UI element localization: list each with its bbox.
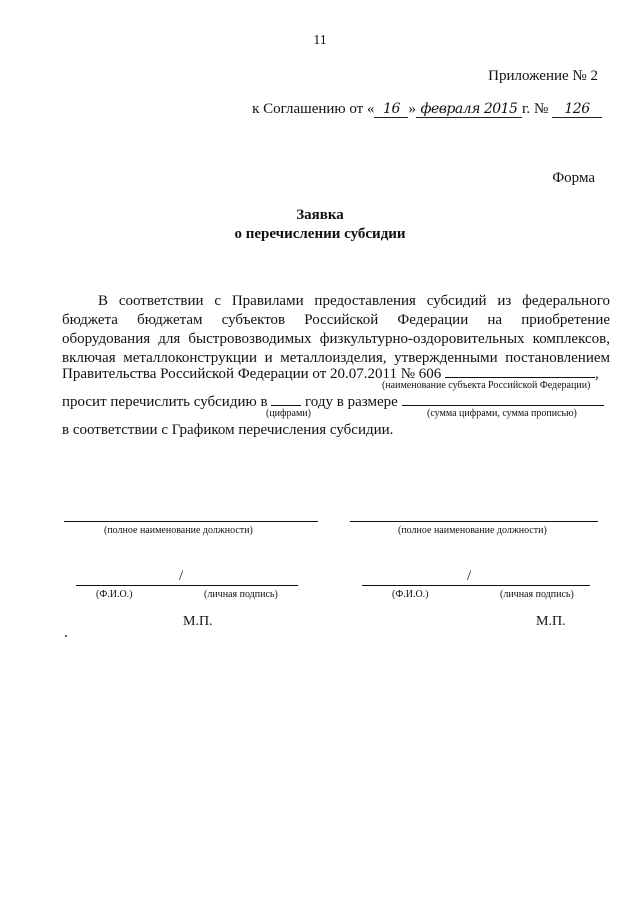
left-position-line (64, 521, 318, 522)
right-slash: / (467, 568, 472, 584)
right-position-line (350, 521, 598, 522)
appendix-label: Приложение № 2 (488, 68, 598, 84)
title-line-1: Заявка (296, 207, 344, 223)
quote-open: « (366, 101, 375, 117)
document-title (0, 206, 640, 244)
body-line-5-comma: , (595, 366, 599, 382)
body-line-5-text: Правительства Российской Федерации от 20.07.2011 № 606 (62, 366, 442, 382)
agreement-day: 16 (374, 102, 408, 118)
body-line-6-part2: году в размере (305, 394, 398, 410)
agreement-line (252, 101, 602, 118)
year-suffix: г. (521, 101, 531, 117)
agreement-month-year: февраля 2015 (416, 102, 522, 118)
caption-subject: (наименование субъекта Российской Федерации) (382, 380, 591, 391)
caption-sum: (сумма цифрами, сумма прописью) (427, 408, 577, 419)
body-line-4: включая металлоконструкции и металлоизделия, утвержденными постановлением (62, 350, 610, 366)
body-line-3: оборудования для быстровозводимых физкультурно-оздоровительных комплексов, (62, 331, 610, 347)
right-signature-caption: (личная подпись) (500, 589, 574, 600)
right-position-caption: (полное наименование должности) (398, 525, 547, 536)
left-fio-signature-line (76, 585, 298, 586)
page-number: 11 (313, 33, 327, 48)
subject-blank (445, 364, 595, 378)
left-fio-caption: (Ф.И.О.) (96, 589, 133, 600)
right-stamp-label: М.П. (536, 614, 566, 629)
number-label: № (533, 101, 549, 117)
agreement-number: 126 (552, 102, 602, 118)
title-line-2: о перечислении субсидии (234, 226, 406, 242)
agreement-prefix: к Соглашению от (252, 101, 364, 117)
scan-speck (65, 635, 67, 637)
form-label: Форма (552, 170, 595, 186)
year-blank (271, 392, 301, 406)
left-position-caption: (полное наименование должности) (104, 525, 253, 536)
left-slash: / (179, 568, 184, 584)
amount-blank (402, 392, 604, 406)
right-fio-caption: (Ф.И.О.) (392, 589, 429, 600)
body-line-7: в соответствии с Графиком перечисления субсидии. (62, 422, 394, 438)
left-signature-caption: (личная подпись) (204, 589, 278, 600)
left-stamp-label: М.П. (183, 614, 213, 629)
body-line-1: В соответствии с Правилами предоставления субсидий из федерального (98, 293, 610, 309)
body-line-2: бюджета бюджетам субъектов Российской Федерации на приобретение (62, 312, 610, 328)
caption-digits: (цифрами) (266, 408, 311, 419)
quote-close: » (408, 101, 416, 117)
right-fio-signature-line (362, 585, 590, 586)
body-line-6-part1: просит перечислить субсидию в (62, 394, 268, 410)
